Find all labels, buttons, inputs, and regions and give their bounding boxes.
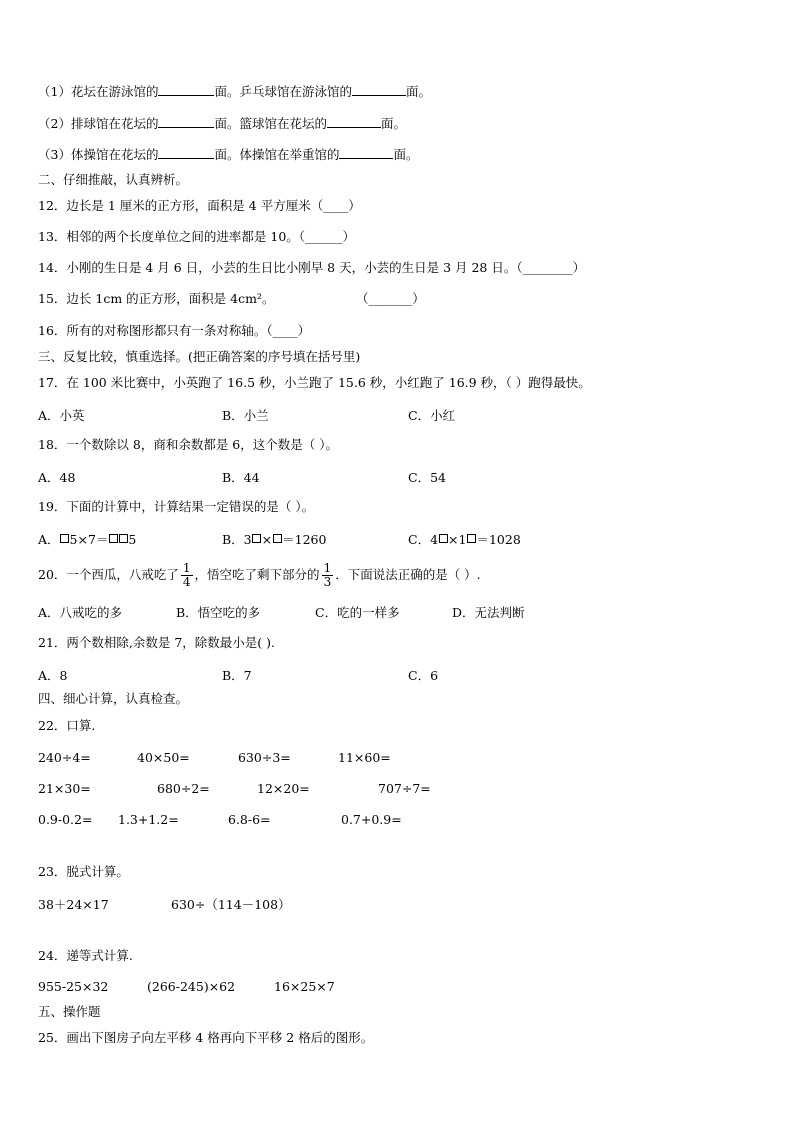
calc-expression: 955-25×32 xyxy=(38,979,109,994)
option-b[interactable]: B．悟空吃的多 xyxy=(176,605,261,620)
section3-heading: 三、反复比较，慎重选择。(把正确答案的序号填在括号里) xyxy=(38,349,361,364)
box-placeholder xyxy=(252,534,261,543)
question-20: 20．一个西瓜，八戒吃了 $\frac{1}{4}$ ，悟空吃了剩下部分的 $\frac{1}{3}$ ．下面说法正确的是（ ）. xyxy=(38,561,481,589)
option-c[interactable]: C．小红 xyxy=(408,408,456,423)
option-a[interactable]: A．小英 xyxy=(38,408,85,423)
option-b[interactable]: B．44 xyxy=(222,470,260,485)
question-18: 18．一个数除以 8，商和余数都是 6，这个数是（ ）。 xyxy=(38,437,338,452)
option-c[interactable]: C．吃的一样多 xyxy=(315,605,400,620)
option-a[interactable]: A． 5×7＝ 5 xyxy=(38,532,137,547)
option-b[interactable]: B．小兰 xyxy=(222,408,269,423)
question-24-title: 24．递等式计算. xyxy=(38,948,133,963)
answer-blank[interactable] xyxy=(327,115,381,128)
section2-heading: 二、仔细推敲，认真辨析。 xyxy=(38,172,189,187)
oral-calc-item: 0.7+0.9= xyxy=(341,812,402,827)
oral-calc-item: 240÷4= xyxy=(38,750,91,765)
question-25: 25．画出下图房子向左平移 4 格再向下平移 2 格后的图形。 xyxy=(38,1030,374,1045)
calc-expression: 630÷（114－108） xyxy=(171,897,291,912)
box-placeholder xyxy=(467,534,476,543)
box-placeholder xyxy=(60,534,69,543)
oral-calc-item: 6.8-6= xyxy=(228,812,271,827)
q11-part1: （1）花坛在游泳馆的 面。乒乓球馆在游泳馆的 面。 xyxy=(38,84,431,99)
option-c[interactable]: C．54 xyxy=(408,470,446,485)
calc-expression: 38＋24×17 xyxy=(38,897,109,912)
oral-calc-item: 0.9-0.2= xyxy=(38,812,93,827)
option-a[interactable]: A．八戒吃的多 xyxy=(38,605,123,620)
section5-heading: 五、操作题 xyxy=(38,1004,101,1019)
oral-calc-item: 707÷7= xyxy=(378,781,431,796)
oral-calc-item: 1.3+1.2= xyxy=(118,812,179,827)
calc-expression: (266-245)×62 xyxy=(147,979,236,994)
question-16: 16．所有的对称图形都只有一条对称轴。（____） xyxy=(38,323,311,338)
fraction-one-quarter: $\frac{1}{4}$ xyxy=(182,561,191,589)
q11-part3: （3）体操馆在花坛的 面。体操馆在举重馆的 面。 xyxy=(38,147,419,162)
question-13: 13．相邻的两个长度单位之间的进率都是 10。（______） xyxy=(38,229,356,244)
box-placeholder xyxy=(273,534,282,543)
option-c[interactable]: C．4 ×1 ＝1028 xyxy=(408,532,521,547)
answer-blank[interactable] xyxy=(158,146,214,159)
option-a[interactable]: A．8 xyxy=(38,668,68,683)
question-21: 21．两个数相除,余数是 7，除数最小是( ). xyxy=(38,635,276,650)
oral-calc-item: 630÷3= xyxy=(238,750,291,765)
section4-heading: 四、细心计算，认真检查。 xyxy=(38,691,189,706)
option-a[interactable]: A．48 xyxy=(38,470,76,485)
q11-part2: （2）排球馆在花坛的 面。篮球馆在花坛的 面。 xyxy=(38,116,406,131)
oral-calc-item: 12×20= xyxy=(257,781,310,796)
box-placeholder xyxy=(439,534,448,543)
answer-blank[interactable] xyxy=(352,83,406,96)
option-b[interactable]: B．7 xyxy=(222,668,252,683)
answer-parens[interactable]: （_______） xyxy=(356,291,425,306)
answer-blank[interactable] xyxy=(158,83,214,96)
box-placeholder xyxy=(109,534,118,543)
option-d[interactable]: D．无法判断 xyxy=(452,605,525,620)
oral-calc-item: 40×50= xyxy=(137,750,190,765)
option-c[interactable]: C．6 xyxy=(408,668,439,683)
question-17: 17．在 100 米比赛中，小英跑了 16.5 秒，小兰跑了 15.6 秒，小红跑了 16.9 秒，（ ）跑得最快。 xyxy=(38,375,591,390)
question-14: 14．小刚的生日是 4 月 6 日，小芸的生日比小刚早 8 天，小芸的生日是 3 月 28 日。（________） xyxy=(38,260,586,275)
calc-expression: 16×25×7 xyxy=(274,979,335,994)
oral-calc-item: 21×30= xyxy=(38,781,91,796)
question-12: 12．边长是 1 厘米的正方形，面积是 4 平方厘米（____） xyxy=(38,198,361,213)
fraction-one-third: $\frac{1}{3}$ xyxy=(323,561,332,589)
oral-calc-item: 11×60= xyxy=(338,750,391,765)
question-23-title: 23．脱式计算。 xyxy=(38,864,129,879)
question-15: 15．边长 1cm 的正方形，面积是 4cm²。 （_______） xyxy=(38,291,425,306)
box-placeholder xyxy=(119,534,128,543)
option-b[interactable]: B．3 × ＝1260 xyxy=(222,532,327,547)
answer-blank[interactable] xyxy=(158,115,214,128)
question-22-title: 22．口算. xyxy=(38,718,96,733)
answer-blank[interactable] xyxy=(339,146,393,159)
question-19: 19．下面的计算中，计算结果一定错误的是（ ）。 xyxy=(38,499,315,514)
oral-calc-item: 680÷2= xyxy=(157,781,210,796)
